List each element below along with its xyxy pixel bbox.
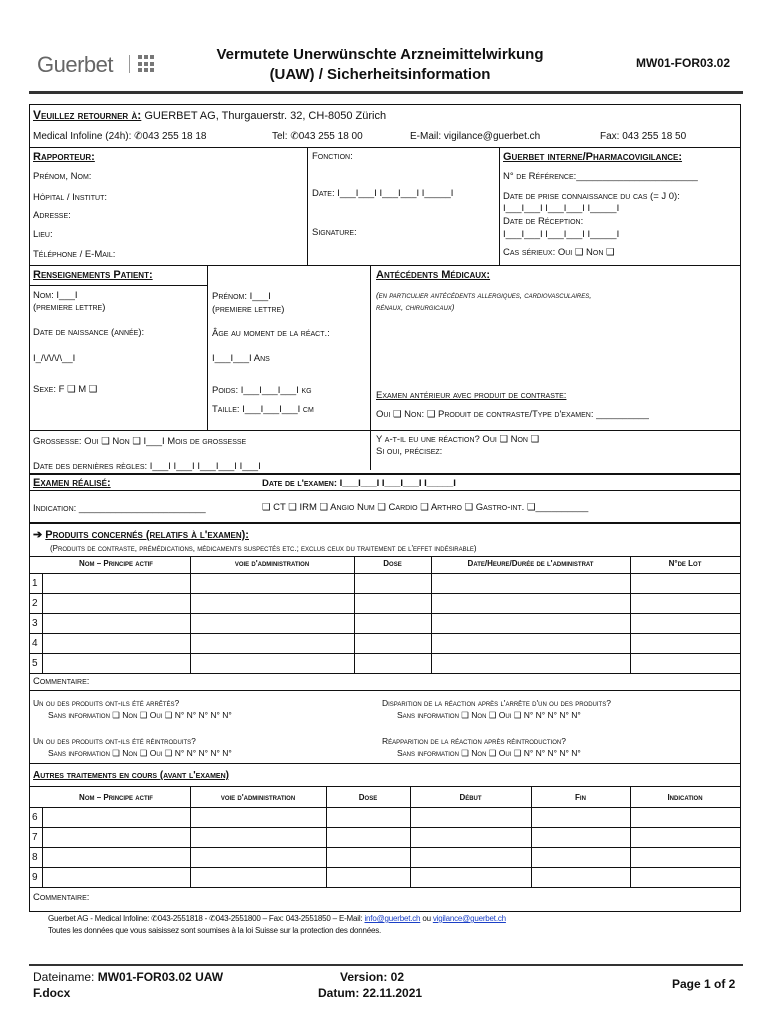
reporter-name[interactable]: Prénom, Nom: bbox=[33, 171, 92, 182]
patient-height[interactable]: Taille: I___I___I___I cm bbox=[212, 404, 314, 415]
reappearance-answers[interactable]: Sans information ❑ Non ❑ Oui ❑ N° N° N° N° N° bbox=[397, 748, 581, 758]
footer-rule bbox=[29, 964, 743, 966]
reporter-address[interactable]: Adresse: bbox=[33, 210, 71, 221]
products-row-number: 5 bbox=[32, 658, 38, 669]
header-rule bbox=[29, 91, 743, 94]
fax: Fax: 043 255 18 50 bbox=[600, 131, 687, 142]
patient-name-hint: (premiere lettre) bbox=[33, 302, 106, 313]
internal-reception-field[interactable]: I___I___I I___I___I I_____I bbox=[503, 229, 620, 240]
history-reaction[interactable]: Y a-t-il eu une réaction? Oui ❑ Non ❑ bbox=[376, 434, 540, 445]
history-previous-answer[interactable]: Oui ❑ Non: ❑ Produit de contraste/Type d'examen: __________ bbox=[376, 409, 649, 420]
reporter-title: Rapporteur: bbox=[33, 151, 95, 163]
other-col-name: Nom – Principe actif bbox=[79, 793, 153, 802]
document-title bbox=[180, 45, 580, 85]
disappearance-question: Disparition de la réaction après l'arrête d'un ou des produits? bbox=[382, 698, 611, 708]
reporter-place[interactable]: Lieu: bbox=[33, 229, 53, 240]
reporter-phone[interactable]: Téléphone / E-Mail: bbox=[33, 249, 116, 260]
disappearance-answers[interactable]: Sans information ❑ Non ❑ Oui ❑ N° N° N° N° N° bbox=[397, 710, 581, 720]
products-comment[interactable]: Commentaire: bbox=[33, 676, 90, 687]
document-number: MW01-FOR03.02 bbox=[636, 56, 731, 70]
history-previous-exam: Examen antérieur avec produit de contraste: bbox=[376, 390, 567, 401]
internal-knowledge-date-field[interactable]: I___I___I I___I___I I_____I bbox=[503, 203, 620, 214]
patient-last-period[interactable]: Date des dernières règles: I___I I___I I___I___I I___I bbox=[33, 461, 261, 472]
patient-firstname-hint: (premiere lettre) bbox=[212, 304, 285, 315]
other-row-number: 8 bbox=[32, 852, 38, 863]
internal-knowledge-date: Date de prise connaissance du cas (= J 0): bbox=[503, 191, 680, 202]
other-title: Autres traitements en cours (avant l'examen) bbox=[33, 770, 229, 781]
other-col-start: Début bbox=[459, 793, 482, 802]
history-title: Antécédents Médicaux: bbox=[376, 269, 491, 281]
internal-reception: Date de Réception: bbox=[503, 216, 584, 227]
other-col-route: voie d'administration bbox=[220, 793, 296, 802]
products-title: Produits concernés (relatifs à l'examen): bbox=[45, 529, 249, 541]
arrow-right-icon: ➔ bbox=[33, 529, 43, 541]
products-row-number: 4 bbox=[32, 638, 38, 649]
history-precise[interactable]: Si oui, précisez: bbox=[376, 446, 443, 457]
info-email-link[interactable]: info@guerbet.ch bbox=[364, 914, 421, 923]
logo-separator bbox=[129, 55, 130, 73]
patient-title: Renseignements Patient: bbox=[33, 269, 153, 281]
footer-file-name: MW01-FOR03.02 UAW bbox=[97, 970, 224, 984]
history-hint-2: rénaux, chirurgicaux) bbox=[376, 303, 455, 312]
products-col-route: voie d'administration bbox=[234, 559, 310, 568]
other-row-number: 9 bbox=[32, 872, 38, 883]
contact-line-2: Toutes les données que vous saisissez sont soumises à la loi Suisse sur la protection des données. bbox=[48, 926, 382, 935]
reappearance-question: Réapparition de la réaction après réintroduction? bbox=[382, 736, 566, 746]
email: E-Mail: vigilance@guerbet.ch bbox=[410, 131, 541, 142]
reporter-signature[interactable]: Signature: bbox=[312, 227, 357, 238]
patient-pregnancy[interactable]: Grossesse: Oui ❑ Non ❑ I___I Mois de grossesse bbox=[33, 436, 247, 447]
patient-birth-field[interactable]: I_/\/\/\/\__I bbox=[33, 353, 76, 364]
reporter-hospital[interactable]: Hôpital / Institut: bbox=[33, 192, 107, 203]
products-row-number: 2 bbox=[32, 598, 38, 609]
exam-types[interactable]: ❑ CT ❑ IRM ❑ Angio Num ❑ Cardio ❑ Arthro ❑ Gastro-int. ❑__________ bbox=[262, 502, 589, 513]
footer-file-label: Dateiname: bbox=[33, 970, 98, 984]
patient-name[interactable]: Nom: I___I bbox=[33, 290, 78, 301]
footer-file-ext: F.docx bbox=[33, 986, 71, 1000]
tel: Tel: ✆043 255 18 00 bbox=[272, 131, 363, 142]
patient-age-field[interactable]: I___I___I Ans bbox=[212, 353, 270, 364]
infoline: Medical Infoline (24h): ✆043 255 18 18 bbox=[33, 131, 207, 142]
patient-birth: Date de naissance (année): bbox=[33, 327, 145, 338]
contact-prefix: Guerbet AG - Medical Infoline: ✆043-2551818 - ✆043-2551800 – Fax: 043-2551850 – E-Mail: bbox=[48, 914, 365, 923]
products-col-name: Nom – Principe actif bbox=[79, 559, 153, 568]
other-row-number: 6 bbox=[32, 812, 38, 823]
products-heading bbox=[33, 529, 249, 541]
products-row-number: 3 bbox=[32, 618, 38, 629]
contact-line-1 bbox=[48, 913, 506, 925]
patient-firstname[interactable]: Prénom: I___I bbox=[212, 291, 271, 302]
other-col-end: Fin bbox=[575, 793, 586, 802]
footer-version: Version: 02 bbox=[340, 970, 405, 984]
internal-title: Guerbet interne/Pharmacovigilance: bbox=[503, 151, 683, 163]
other-col-indication: Indication bbox=[667, 793, 703, 802]
patient-sex[interactable]: Sexe: F ❑ M ❑ bbox=[33, 384, 98, 395]
products-row-number: 1 bbox=[32, 578, 38, 589]
products-col-date: Date/Heure/Durée de l'administrat bbox=[467, 559, 594, 568]
internal-serious[interactable]: Cas sérieux: Oui ❑ Non ❑ bbox=[503, 247, 615, 258]
reporter-date[interactable]: Date: I___I___I I___I___I I_____I bbox=[312, 188, 454, 199]
logo-grid-icon bbox=[138, 55, 156, 73]
return-label: Veuillez retourner à: bbox=[33, 108, 142, 122]
footer-date: Datum: 22.11.2021 bbox=[318, 986, 423, 1000]
footer-filename bbox=[33, 970, 223, 985]
history-hint-1: (en particulier antécédents allergiques, cardiovasculaires, bbox=[376, 291, 592, 300]
stopped-question: Un ou des produits ont-ils été arrêtés? bbox=[33, 698, 180, 708]
guerbet-logo: Guerbet bbox=[37, 52, 113, 77]
title-line-2: (UAW) / Sicherheitsinformation bbox=[269, 66, 491, 83]
title-line-1: Vermutete Unerwünschte Arzneimittelwirkung bbox=[216, 46, 544, 63]
exam-indication[interactable]: Indication: ________________________ bbox=[33, 503, 206, 514]
internal-reference[interactable]: N° de Référence:_______________________ bbox=[503, 171, 698, 182]
exam-date[interactable]: Date de l'examen: I___I___I I___I___I I_____I bbox=[262, 478, 456, 489]
products-col-dose: Dose bbox=[383, 559, 402, 568]
vigilance-email-link[interactable]: vigilance@guerbet.ch bbox=[432, 914, 506, 923]
contact-or: ou bbox=[420, 914, 433, 923]
other-comment[interactable]: Commentaire: bbox=[33, 892, 90, 903]
stopped-answers[interactable]: Sans information ❑ Non ❑ Oui ❑ N° N° N° N° N° bbox=[48, 710, 232, 720]
reintroduced-question: Un ou des produits ont-ils été réintroduits? bbox=[33, 736, 196, 746]
reintroduced-answers[interactable]: Sans information ❑ Non ❑ Oui ❑ N° N° N° N° N° bbox=[48, 748, 232, 758]
footer-page: Page 1 of 2 bbox=[672, 977, 736, 991]
patient-weight[interactable]: Poids: I___I___I___I kg bbox=[212, 385, 312, 396]
exam-title: Examen réalisé: bbox=[33, 477, 111, 489]
patient-age: Âge au moment de la réact.: bbox=[212, 328, 330, 339]
return-address: GUERBET AG, Thurgauerstr. 32, CH-8050 Zürich bbox=[144, 110, 387, 122]
products-subtitle: (Produits de contraste, prémédications, médicaments suspectés etc.; exclus ceux du traitement de l'effet indésirable) bbox=[50, 544, 477, 553]
products-col-lot: N°de Lot bbox=[668, 559, 702, 568]
other-col-dose: Dose bbox=[358, 793, 378, 802]
return-block bbox=[33, 109, 386, 122]
other-row-number: 7 bbox=[32, 832, 38, 843]
reporter-function[interactable]: Fonction: bbox=[312, 151, 353, 162]
